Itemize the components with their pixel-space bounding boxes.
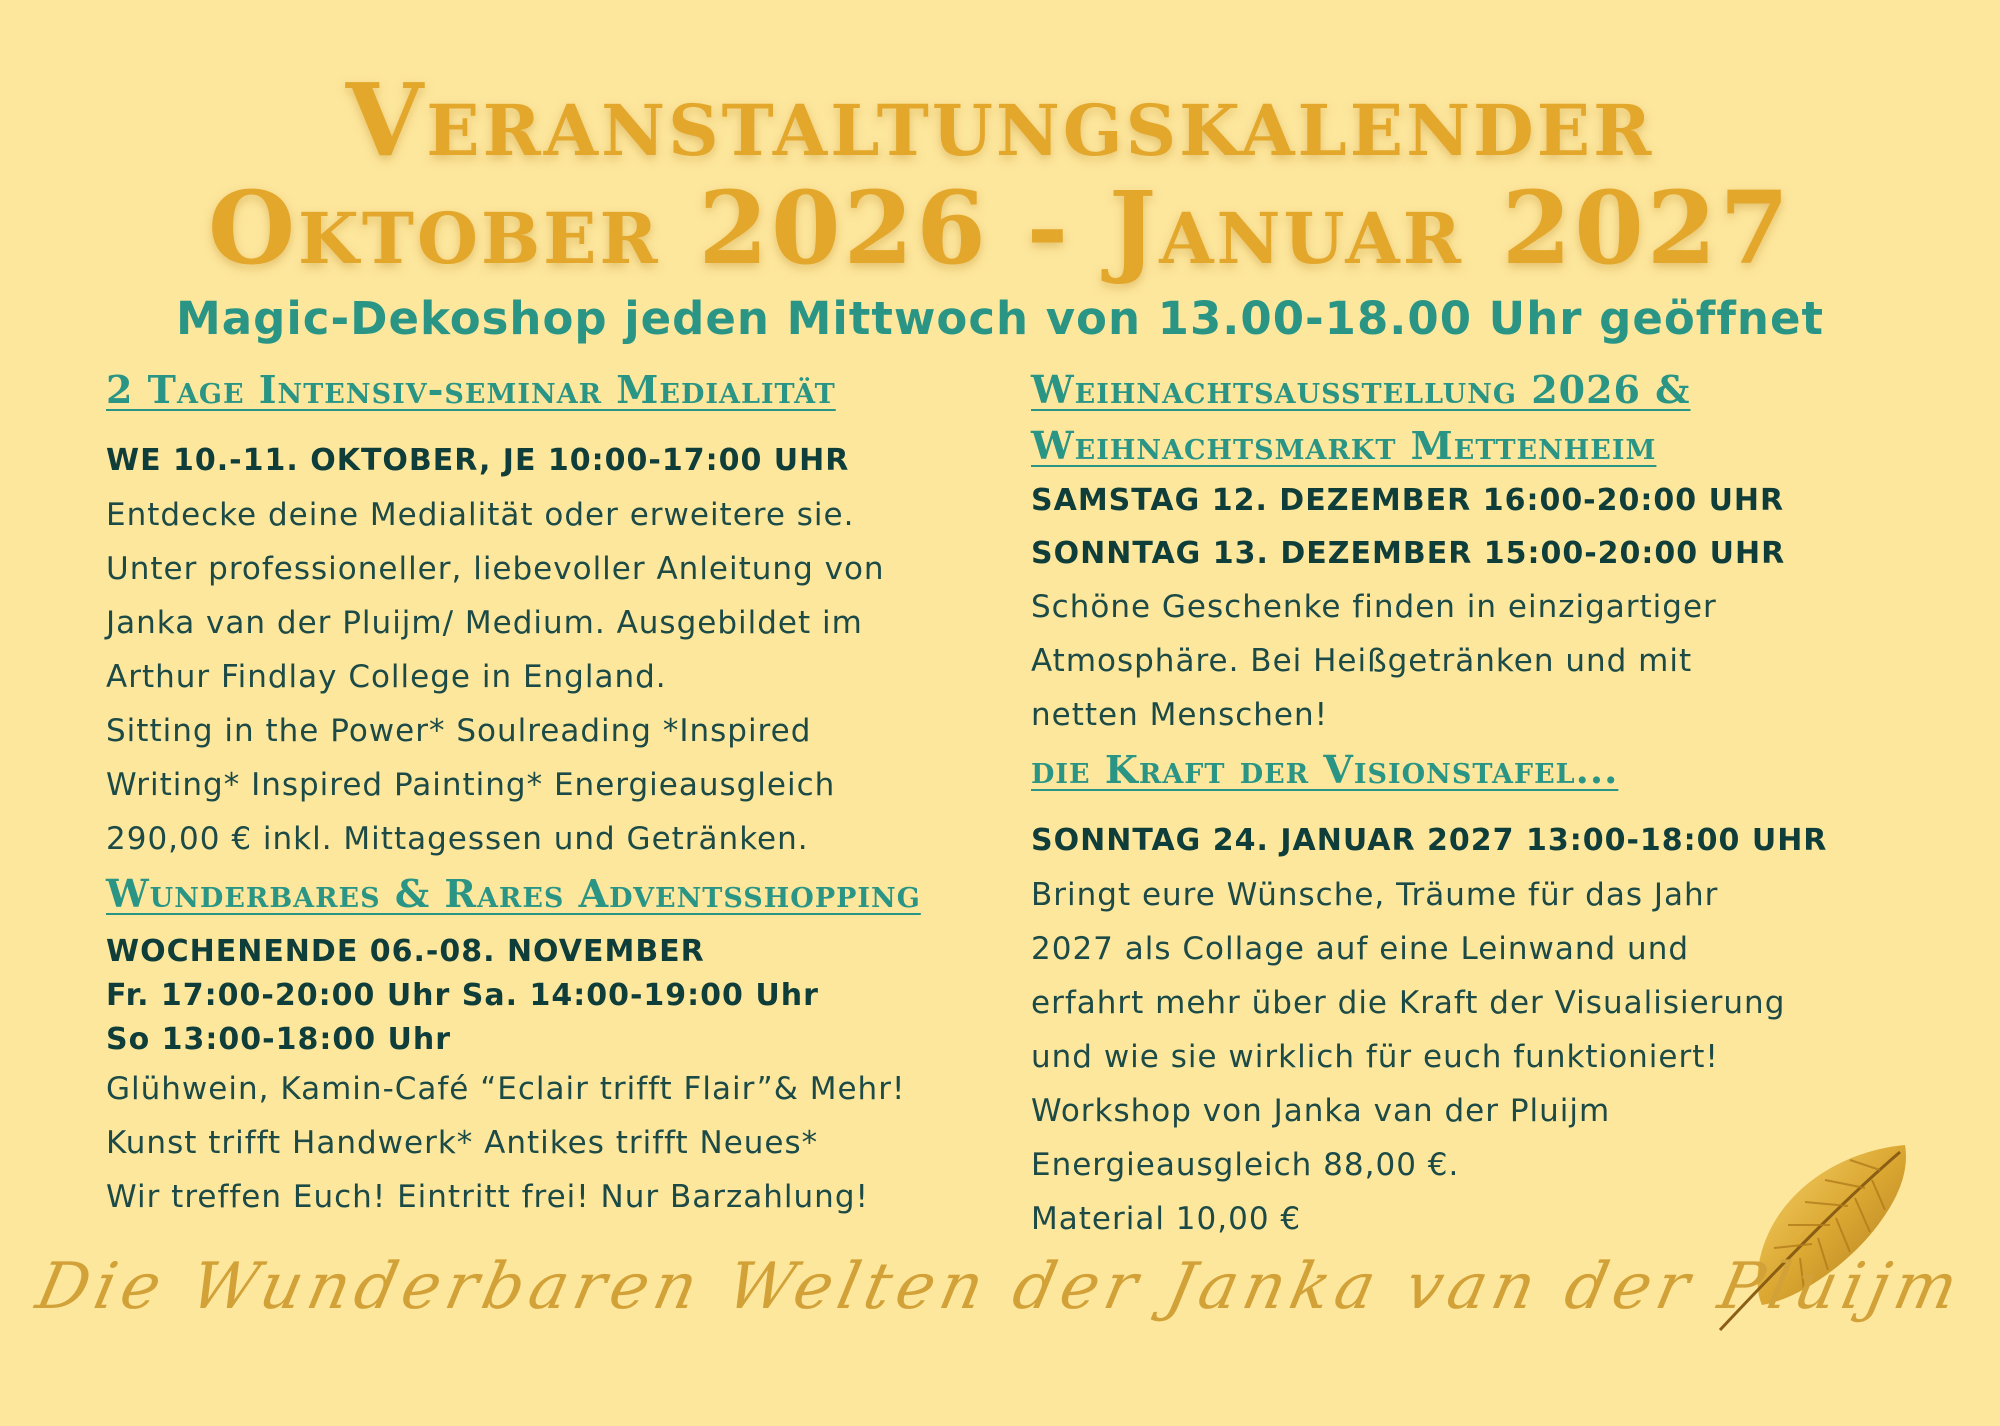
event-heading: Weihnachtsausstellung 2026 & — [1031, 367, 1691, 412]
event-heading: 2 Tage Intensiv-seminar Medialität — [106, 367, 836, 412]
event-christmas-market — [1031, 362, 1931, 742]
event-text-line: erfahrt mehr über die Kraft der Visualisierung — [1031, 985, 1786, 1021]
event-text-line: 290,00 € inkl. Mittagessen und Getränken. — [106, 821, 809, 857]
event-text-line: Janka van der Pluijm/ Medium. Ausgebildet im — [106, 605, 863, 641]
title-line-1: Veranstaltungskalender — [345, 61, 1655, 179]
event-heading: Weihnachtsmarkt Mettenheim — [1031, 423, 1657, 468]
event-text-line: 2027 als Collage auf eine Leinwand und — [1031, 931, 1690, 967]
event-heading: Wunderbares & Rares Adventsshopping — [106, 871, 921, 916]
signature-script: Die Wunderbaren Welten der Janka van der Pluijm — [30, 1250, 1970, 1324]
shop-hours-subtitle: Magic-Dekoshop jeden Mittwoch von 13.00-18.00 Uhr geöffnet — [175, 292, 1824, 345]
event-date: SONNTAG 13. DEZEMBER 15:00-20:00 UHR — [1031, 536, 1786, 571]
event-text-line: Material 10,00 € — [1031, 1201, 1302, 1237]
event-text-line: Energieausgleich 88,00 €. — [1031, 1147, 1460, 1183]
event-date: WOCHENENDE 06.-08. NOVEMBER — [106, 934, 705, 969]
event-text-line: Workshop von Janka van der Pluijm — [1031, 1093, 1611, 1129]
right-column — [1031, 362, 1931, 1246]
event-date: Fr. 17:00-20:00 Uhr Sa. 14:00-19:00 Uhr — [106, 978, 819, 1013]
event-text-line: Wir treffen Euch! Eintritt frei! Nur Barzahlung! — [106, 1179, 869, 1215]
left-column — [106, 362, 1026, 1224]
event-text-line: Unter professioneller, liebevoller Anleitung von — [106, 551, 885, 587]
event-text-line: Kunst trifft Handwerk* Antikes trifft Neues* — [106, 1125, 819, 1161]
event-text-line: und wie sie wirklich für euch funktioniert! — [1031, 1039, 1719, 1075]
event-date: SAMSTAG 12. DEZEMBER 16:00-20:00 UHR — [1031, 483, 1785, 518]
event-text-line: netten Menschen! — [1031, 697, 1329, 733]
event-date: WE 10.-11. OKTOBER, JE 10:00-17:00 UHR — [106, 443, 850, 478]
event-date: So 13:00-18:00 Uhr — [106, 1022, 452, 1057]
event-text-line: Entdecke deine Medialität oder erweitere sie. — [106, 497, 855, 533]
title-line-2: Oktober 2026 - Januar 2027 — [207, 169, 1793, 287]
event-text-line: Writing* Inspired Painting* Energieausgleich — [106, 767, 836, 803]
event-text-line: Sitting in the Power* Soulreading *Inspired — [106, 713, 812, 749]
event-date: SONNTAG 24. JANUAR 2027 13:00-18:00 UHR — [1031, 823, 1828, 858]
event-advent-shopping — [106, 866, 1026, 1224]
event-text-line: Atmosphäre. Bei Heißgetränken und mit — [1031, 643, 1693, 679]
event-text-line: Bringt eure Wünsche, Träume für das Jahr — [1031, 877, 1719, 913]
event-text-line: Schöne Geschenke finden in einzigartiger — [1031, 589, 1717, 625]
event-text-line: Glühwein, Kamin-Café “Eclair trifft Flair”& Mehr! — [106, 1071, 906, 1107]
event-intensive-seminar — [106, 362, 1026, 866]
event-text-line: Arthur Findlay College in England. — [106, 659, 667, 695]
event-heading: die Kraft der Visionstafel... — [1031, 747, 1619, 792]
